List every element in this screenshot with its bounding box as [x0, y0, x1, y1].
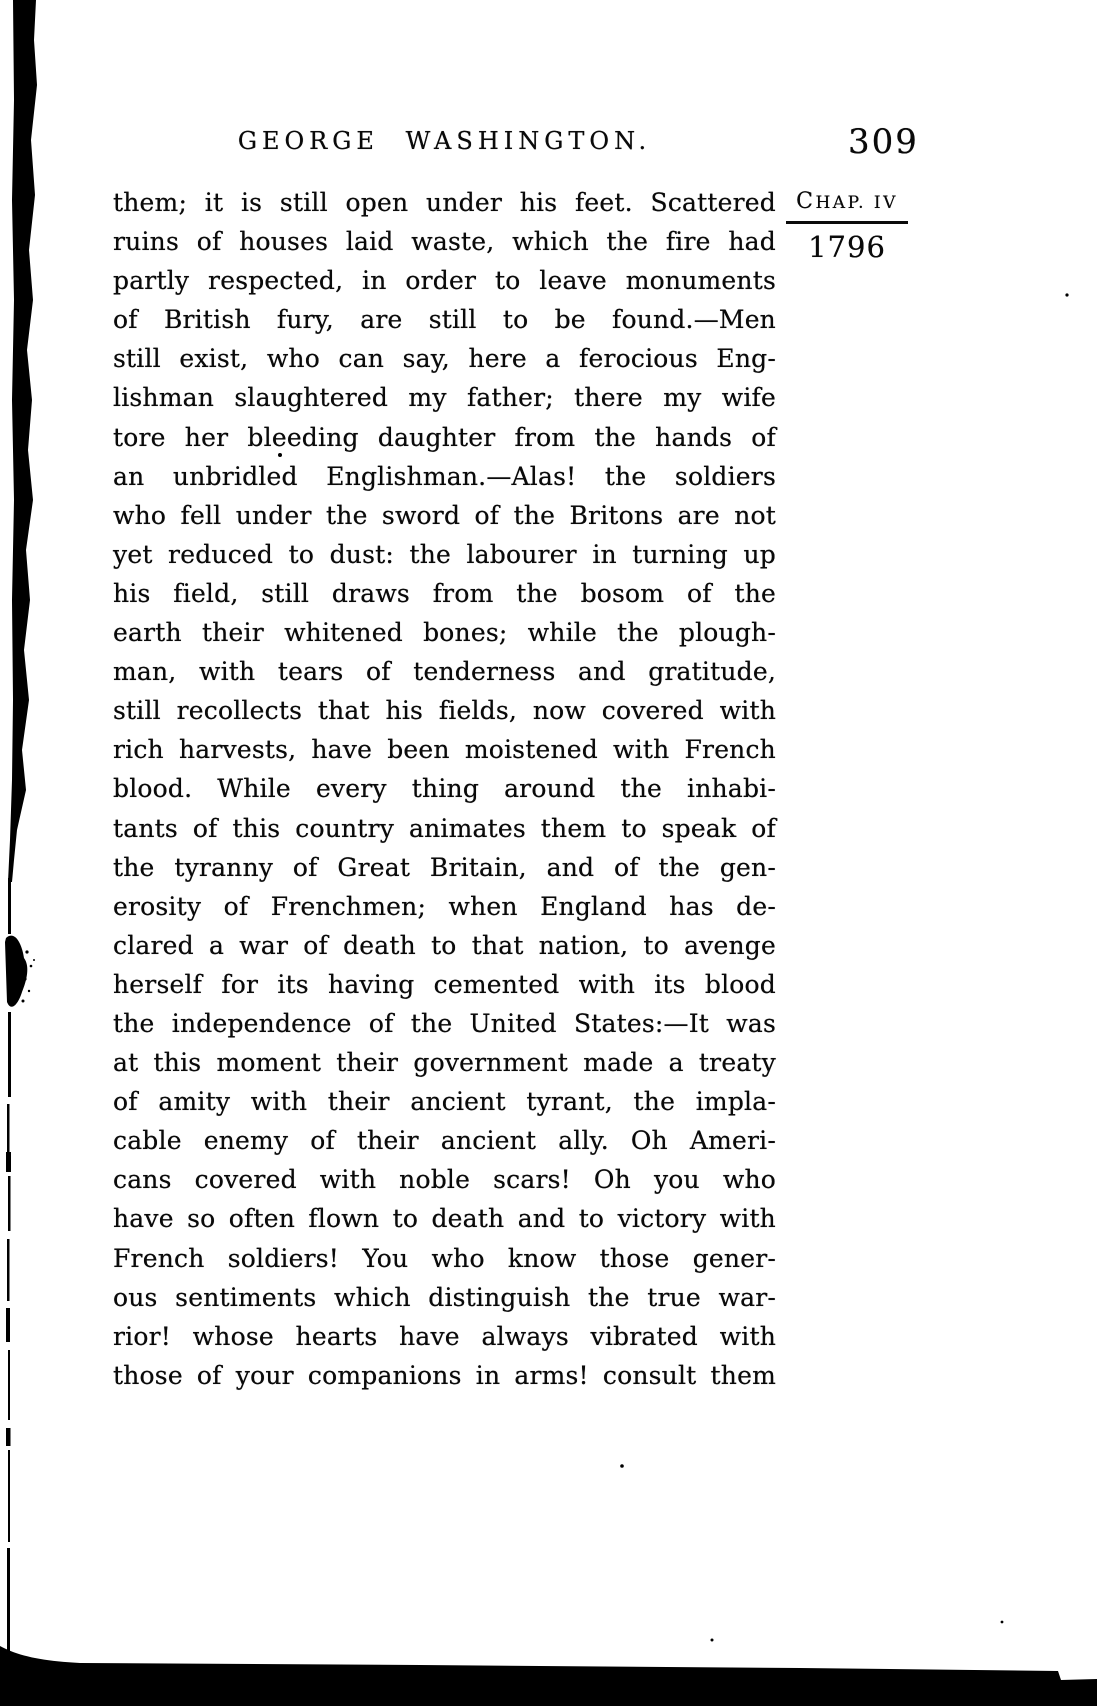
text-line: his field, still draws from the bosom of the: [113, 578, 776, 608]
text-line: tants of this country animates them to speak of: [113, 813, 776, 843]
text-line: at this moment their government made a treaty: [113, 1048, 776, 1078]
text-line: yet reduced to dust: the labourer in turning up: [113, 539, 776, 569]
text-line: those of your companions in arms! consult them: [113, 1360, 776, 1390]
text-line: the tyranny of Great Britain, and of the gen-: [113, 852, 776, 882]
text-line: of amity with their ancient tyrant, the impla-: [113, 1087, 776, 1117]
text-line: lishman slaughtered my father; there my wife: [113, 383, 776, 413]
text-line: who fell under the sword of the Britons are not: [113, 500, 776, 530]
text-line: have so often flown to death and to victory with: [113, 1204, 776, 1234]
text-line: cans covered with noble scars! Oh you who: [113, 1165, 776, 1195]
year-label: 1796: [808, 230, 886, 264]
text-line: herself for its having cemented with its blood: [113, 969, 776, 999]
text-line: rior! whose hearts have always vibrated with: [113, 1321, 776, 1351]
text-line: ruins of houses laid waste, which the fire had: [113, 227, 776, 257]
margin-rule: [786, 221, 908, 224]
gutter-shadow: [8, 0, 37, 882]
text-line: ous sentiments which distinguish the true war-: [113, 1282, 776, 1312]
text-line: earth their whitened bones; while the plough-: [113, 618, 776, 648]
bottom-scan-bar: [0, 1646, 1097, 1706]
ink-blot: [5, 936, 27, 1007]
text-line: of British fury, are still to be found.—Men: [113, 305, 776, 335]
text-line: them; it is still open under his feet. Scattered: [113, 188, 776, 217]
text-line: blood. While every thing around the inhabi-: [113, 774, 776, 804]
running-header: GEORGE WASHINGTON.: [237, 127, 652, 155]
chapter-label: CHAP. IV: [796, 189, 898, 214]
text-line: the independence of the United States:—It was: [113, 1008, 776, 1038]
text-line: erosity of Frenchmen; when England has de-: [113, 891, 776, 921]
text-line: tore her bleeding daughter from the hands of: [113, 422, 776, 452]
text-line: French soldiers! You who know those gener-: [113, 1243, 776, 1273]
text-line: rich harvests, have been moistened with French: [113, 735, 776, 765]
text-line: still recollects that his fields, now covered with: [113, 696, 776, 726]
text-line: still exist, who can say, here a ferocious Eng-: [113, 344, 776, 374]
text-line: man, with tears of tenderness and gratitude,: [113, 657, 776, 687]
text-line: clared a war of death to that nation, to avenge: [113, 930, 776, 960]
text-line: partly respected, in order to leave monuments: [113, 266, 776, 296]
body-text: [113, 183, 776, 1395]
page-number: 309: [848, 122, 919, 162]
text-line: an unbridled Englishman.—Alas! the soldiers: [113, 461, 776, 491]
margin-note: [786, 189, 908, 264]
text-line: cable enemy of their ancient ally. Oh Ameri-: [113, 1126, 776, 1156]
